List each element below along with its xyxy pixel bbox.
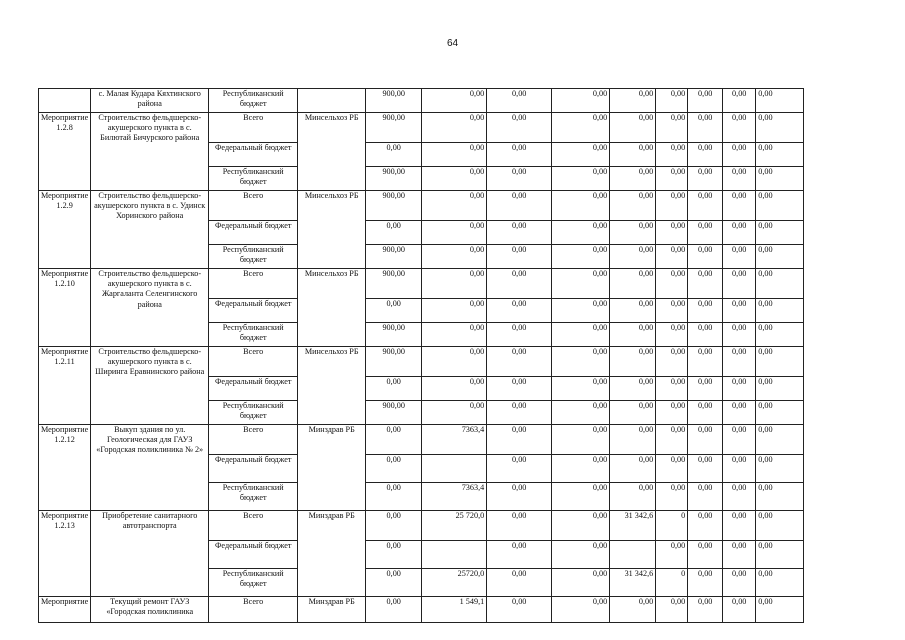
value-cell: 0,00: [366, 511, 422, 541]
value-cell: 0,00: [366, 541, 422, 569]
value-cell: 0,00: [422, 299, 487, 323]
value-cell: 0,00: [422, 401, 487, 425]
value-cell: 0,00: [552, 425, 610, 455]
measure-name-cell: Текущий ремонт ГАУЗ «Городская поликлиника: [91, 597, 209, 623]
value-cell: 0,00: [756, 455, 804, 483]
value-cell: 0,00: [756, 89, 804, 113]
value-cell: 0,00: [656, 323, 688, 347]
value-cell: 0,00: [756, 425, 804, 455]
value-cell: 0,00: [366, 143, 422, 167]
budget-source-cell: Республиканский бюджет: [209, 483, 298, 511]
table-row: [39, 113, 804, 143]
value-cell: 0,00: [723, 299, 756, 323]
value-cell: 0,00: [656, 347, 688, 377]
value-cell: 0,00: [487, 299, 552, 323]
value-cell: 0,00: [756, 377, 804, 401]
value-cell: 0,00: [610, 377, 656, 401]
value-cell: 900,00: [366, 269, 422, 299]
value-cell: 0,00: [487, 245, 552, 269]
value-cell: 0,00: [688, 113, 723, 143]
budget-source-cell: Республиканский бюджет: [209, 89, 298, 113]
measure-name-cell: Строительство фельдшерско-акушерского пункта в с. Удинск Хоринского района: [91, 191, 209, 269]
value-cell: 0,00: [723, 425, 756, 455]
value-cell: 0,00: [723, 269, 756, 299]
value-cell: 0,00: [656, 425, 688, 455]
value-cell: 0,00: [552, 483, 610, 511]
value-cell: 0,00: [422, 113, 487, 143]
value-cell: 0,00: [656, 245, 688, 269]
value-cell: 0,00: [487, 483, 552, 511]
value-cell: 0,00: [422, 221, 487, 245]
value-cell: 0,00: [552, 541, 610, 569]
executor-cell: Минсельхоз РБ: [298, 269, 366, 347]
budget-source-cell: Республиканский бюджет: [209, 401, 298, 425]
value-cell: 0,00: [422, 269, 487, 299]
value-cell: 0,00: [552, 377, 610, 401]
value-cell: 0,00: [552, 269, 610, 299]
value-cell: 900,00: [366, 113, 422, 143]
value-cell: 0,00: [487, 541, 552, 569]
value-cell: 900,00: [366, 89, 422, 113]
budget-source-cell: Республиканский бюджет: [209, 569, 298, 597]
value-cell: [422, 541, 487, 569]
value-cell: 0,00: [723, 323, 756, 347]
value-cell: 0,00: [422, 143, 487, 167]
executor-cell: Минсельхоз РБ: [298, 191, 366, 269]
value-cell: 0,00: [610, 167, 656, 191]
value-cell: 7363,4: [422, 425, 487, 455]
measure-name-cell: Строительство фельдшерско-акушерского пункта в с. Билютай Бичурского района: [91, 113, 209, 191]
table-row: [39, 511, 804, 541]
value-cell: 0,00: [552, 347, 610, 377]
budget-source-cell: Всего: [209, 597, 298, 623]
value-cell: 0,00: [656, 89, 688, 113]
value-cell: 0,00: [688, 245, 723, 269]
value-cell: 0,00: [366, 483, 422, 511]
value-cell: 0,00: [723, 511, 756, 541]
value-cell: 0,00: [552, 167, 610, 191]
budget-source-cell: Федеральный бюджет: [209, 377, 298, 401]
value-cell: 0,00: [552, 569, 610, 597]
budget-source-cell: Всего: [209, 113, 298, 143]
value-cell: 0,00: [487, 89, 552, 113]
value-cell: 0,00: [610, 245, 656, 269]
value-cell: 0,00: [610, 455, 656, 483]
value-cell: 0,00: [366, 221, 422, 245]
measure-name-cell: Строительство фельдшерско-акушерского пункта в с. Жаргаланта Селенгинского района: [91, 269, 209, 347]
measure-name-cell: Строительство фельдшерско-акушерского пункта в с. Ширинга Еравнинского района: [91, 347, 209, 425]
value-cell: 0,00: [366, 455, 422, 483]
value-cell: 0,00: [552, 511, 610, 541]
page-number: 64: [446, 38, 459, 49]
executor-cell: Минсельхоз РБ: [298, 347, 366, 425]
value-cell: 0,00: [723, 113, 756, 143]
value-cell: 0,00: [688, 511, 723, 541]
budget-source-cell: Республиканский бюджет: [209, 323, 298, 347]
value-cell: 0,00: [487, 347, 552, 377]
executor-cell: Минздрав РБ: [298, 511, 366, 597]
value-cell: 0,00: [656, 455, 688, 483]
value-cell: 0,00: [756, 483, 804, 511]
value-cell: 0,00: [756, 191, 804, 221]
value-cell: 0,00: [487, 511, 552, 541]
budget-source-cell: Всего: [209, 425, 298, 455]
value-cell: 0,00: [723, 483, 756, 511]
value-cell: 25 720,0: [422, 511, 487, 541]
value-cell: 900,00: [366, 323, 422, 347]
value-cell: 0,00: [756, 143, 804, 167]
value-cell: 0,00: [610, 221, 656, 245]
value-cell: 0,00: [610, 299, 656, 323]
value-cell: 0,00: [756, 401, 804, 425]
budget-source-cell: Всего: [209, 511, 298, 541]
table-row: [39, 191, 804, 221]
budget-source-cell: Республиканский бюджет: [209, 245, 298, 269]
value-cell: 0,00: [487, 401, 552, 425]
value-cell: 0,00: [656, 299, 688, 323]
value-cell: 900,00: [366, 347, 422, 377]
value-cell: 0,00: [688, 569, 723, 597]
value-cell: 0,00: [610, 113, 656, 143]
value-cell: 0,00: [610, 425, 656, 455]
value-cell: 0,00: [688, 455, 723, 483]
value-cell: 31 342,6: [610, 569, 656, 597]
value-cell: 0,00: [656, 269, 688, 299]
budget-source-cell: Всего: [209, 347, 298, 377]
value-cell: 0,00: [366, 299, 422, 323]
value-cell: 0,00: [656, 483, 688, 511]
value-cell: 0,00: [422, 323, 487, 347]
measure-number-cell: Мероприятие 1.2.8: [39, 113, 91, 191]
value-cell: 0,00: [688, 167, 723, 191]
executor-cell: Минсельхоз РБ: [298, 113, 366, 191]
measure-number-cell: Мероприятие 1.2.11: [39, 347, 91, 425]
value-cell: 0,00: [688, 323, 723, 347]
value-cell: 900,00: [366, 167, 422, 191]
value-cell: 0,00: [656, 221, 688, 245]
value-cell: 0,00: [610, 401, 656, 425]
budget-source-cell: Всего: [209, 269, 298, 299]
table-row: [39, 269, 804, 299]
measure-number-cell: Мероприятие: [39, 597, 91, 623]
value-cell: 0,00: [756, 113, 804, 143]
value-cell: 0,00: [487, 191, 552, 221]
measure-name-cell: с. Малая Кудара Кяхтинского района: [91, 89, 209, 113]
value-cell: 0,00: [422, 347, 487, 377]
value-cell: 0: [656, 511, 688, 541]
value-cell: 0,00: [756, 347, 804, 377]
value-cell: 0,00: [487, 455, 552, 483]
value-cell: 900,00: [366, 245, 422, 269]
table-row: [39, 425, 804, 455]
value-cell: 0,00: [688, 191, 723, 221]
budget-source-cell: Федеральный бюджет: [209, 541, 298, 569]
executor-cell: Минздрав РБ: [298, 425, 366, 511]
value-cell: 0,00: [723, 167, 756, 191]
value-cell: 0,00: [756, 245, 804, 269]
value-cell: 0: [656, 569, 688, 597]
executor-cell: [298, 89, 366, 113]
value-cell: 0,00: [656, 113, 688, 143]
value-cell: 0,00: [756, 597, 804, 623]
budget-source-cell: Республиканский бюджет: [209, 167, 298, 191]
value-cell: 0,00: [723, 89, 756, 113]
value-cell: 0,00: [688, 401, 723, 425]
value-cell: 0,00: [688, 143, 723, 167]
value-cell: 0,00: [756, 299, 804, 323]
value-cell: 25720,0: [422, 569, 487, 597]
value-cell: 0,00: [487, 323, 552, 347]
value-cell: 0,00: [723, 377, 756, 401]
value-cell: 0,00: [656, 541, 688, 569]
value-cell: 0,00: [552, 89, 610, 113]
value-cell: 0,00: [487, 167, 552, 191]
budget-table: [38, 88, 804, 623]
value-cell: 0,00: [756, 511, 804, 541]
value-cell: 0,00: [552, 299, 610, 323]
value-cell: 0,00: [487, 143, 552, 167]
value-cell: 0,00: [610, 191, 656, 221]
value-cell: 0,00: [723, 143, 756, 167]
value-cell: 0,00: [422, 89, 487, 113]
value-cell: 0,00: [366, 569, 422, 597]
executor-cell: Минздрав РБ: [298, 597, 366, 623]
value-cell: 0,00: [656, 191, 688, 221]
value-cell: 0,00: [656, 167, 688, 191]
value-cell: 0,00: [552, 401, 610, 425]
measure-number-cell: Мероприятие 1.2.12: [39, 425, 91, 511]
value-cell: 0,00: [688, 347, 723, 377]
value-cell: 0,00: [756, 541, 804, 569]
value-cell: 0,00: [723, 597, 756, 623]
value-cell: [610, 541, 656, 569]
value-cell: 0,00: [422, 245, 487, 269]
measure-number-cell: Мероприятие 1.2.13: [39, 511, 91, 597]
table-row: [39, 89, 804, 113]
value-cell: 0,00: [756, 221, 804, 245]
value-cell: 0,00: [552, 191, 610, 221]
value-cell: 1 549,1: [422, 597, 487, 623]
value-cell: 0,00: [552, 597, 610, 623]
value-cell: [422, 455, 487, 483]
table-row: [39, 597, 804, 623]
value-cell: 0,00: [422, 167, 487, 191]
value-cell: 0,00: [366, 597, 422, 623]
budget-source-cell: Всего: [209, 191, 298, 221]
value-cell: 0,00: [487, 221, 552, 245]
value-cell: 0,00: [688, 483, 723, 511]
value-cell: 0,00: [723, 455, 756, 483]
value-cell: 900,00: [366, 191, 422, 221]
measure-cell: [39, 89, 91, 113]
value-cell: 31 342,6: [610, 511, 656, 541]
value-cell: 0,00: [723, 347, 756, 377]
budget-source-cell: Федеральный бюджет: [209, 299, 298, 323]
value-cell: 0,00: [487, 569, 552, 597]
value-cell: 0,00: [656, 377, 688, 401]
measure-number-cell: Мероприятие 1.2.10: [39, 269, 91, 347]
value-cell: 0,00: [610, 323, 656, 347]
value-cell: 0,00: [723, 541, 756, 569]
value-cell: 0,00: [610, 89, 656, 113]
value-cell: 0,00: [688, 377, 723, 401]
value-cell: 900,00: [366, 401, 422, 425]
value-cell: 0,00: [610, 347, 656, 377]
value-cell: 0,00: [756, 569, 804, 597]
value-cell: 0,00: [552, 323, 610, 347]
value-cell: 0,00: [723, 401, 756, 425]
budget-source-cell: Федеральный бюджет: [209, 455, 298, 483]
value-cell: 0,00: [552, 245, 610, 269]
value-cell: 0,00: [656, 597, 688, 623]
value-cell: 0,00: [756, 323, 804, 347]
measure-name-cell: Приобретение санитарного автотранспорта: [91, 511, 209, 597]
value-cell: 0,00: [756, 269, 804, 299]
value-cell: 0,00: [688, 541, 723, 569]
value-cell: 0,00: [688, 269, 723, 299]
table-row: [39, 347, 804, 377]
value-cell: 0,00: [610, 269, 656, 299]
value-cell: 0,00: [487, 377, 552, 401]
value-cell: 0,00: [656, 143, 688, 167]
value-cell: 0,00: [552, 113, 610, 143]
value-cell: 0,00: [487, 113, 552, 143]
value-cell: 0,00: [487, 269, 552, 299]
value-cell: 0,00: [610, 143, 656, 167]
measure-number-cell: Мероприятие 1.2.9: [39, 191, 91, 269]
value-cell: 0,00: [688, 597, 723, 623]
value-cell: 0,00: [422, 377, 487, 401]
value-cell: 0,00: [656, 401, 688, 425]
value-cell: 0,00: [723, 569, 756, 597]
value-cell: 7363,4: [422, 483, 487, 511]
value-cell: 0,00: [487, 425, 552, 455]
measure-name-cell: Выкуп здания по ул. Геологическая для ГАУЗ «Городская поликлиника № 2»: [91, 425, 209, 511]
value-cell: 0,00: [610, 597, 656, 623]
value-cell: 0,00: [610, 483, 656, 511]
budget-source-cell: Федеральный бюджет: [209, 221, 298, 245]
value-cell: 0,00: [552, 221, 610, 245]
value-cell: 0,00: [723, 245, 756, 269]
value-cell: 0,00: [688, 299, 723, 323]
table-body: [39, 89, 804, 623]
value-cell: 0,00: [552, 143, 610, 167]
value-cell: 0,00: [688, 89, 723, 113]
value-cell: 0,00: [552, 455, 610, 483]
value-cell: 0,00: [756, 167, 804, 191]
value-cell: 0,00: [723, 221, 756, 245]
value-cell: 0,00: [422, 191, 487, 221]
value-cell: 0,00: [487, 597, 552, 623]
value-cell: 0,00: [366, 425, 422, 455]
value-cell: 0,00: [688, 425, 723, 455]
budget-source-cell: Федеральный бюджет: [209, 143, 298, 167]
value-cell: 0,00: [723, 191, 756, 221]
value-cell: 0,00: [366, 377, 422, 401]
value-cell: 0,00: [688, 221, 723, 245]
